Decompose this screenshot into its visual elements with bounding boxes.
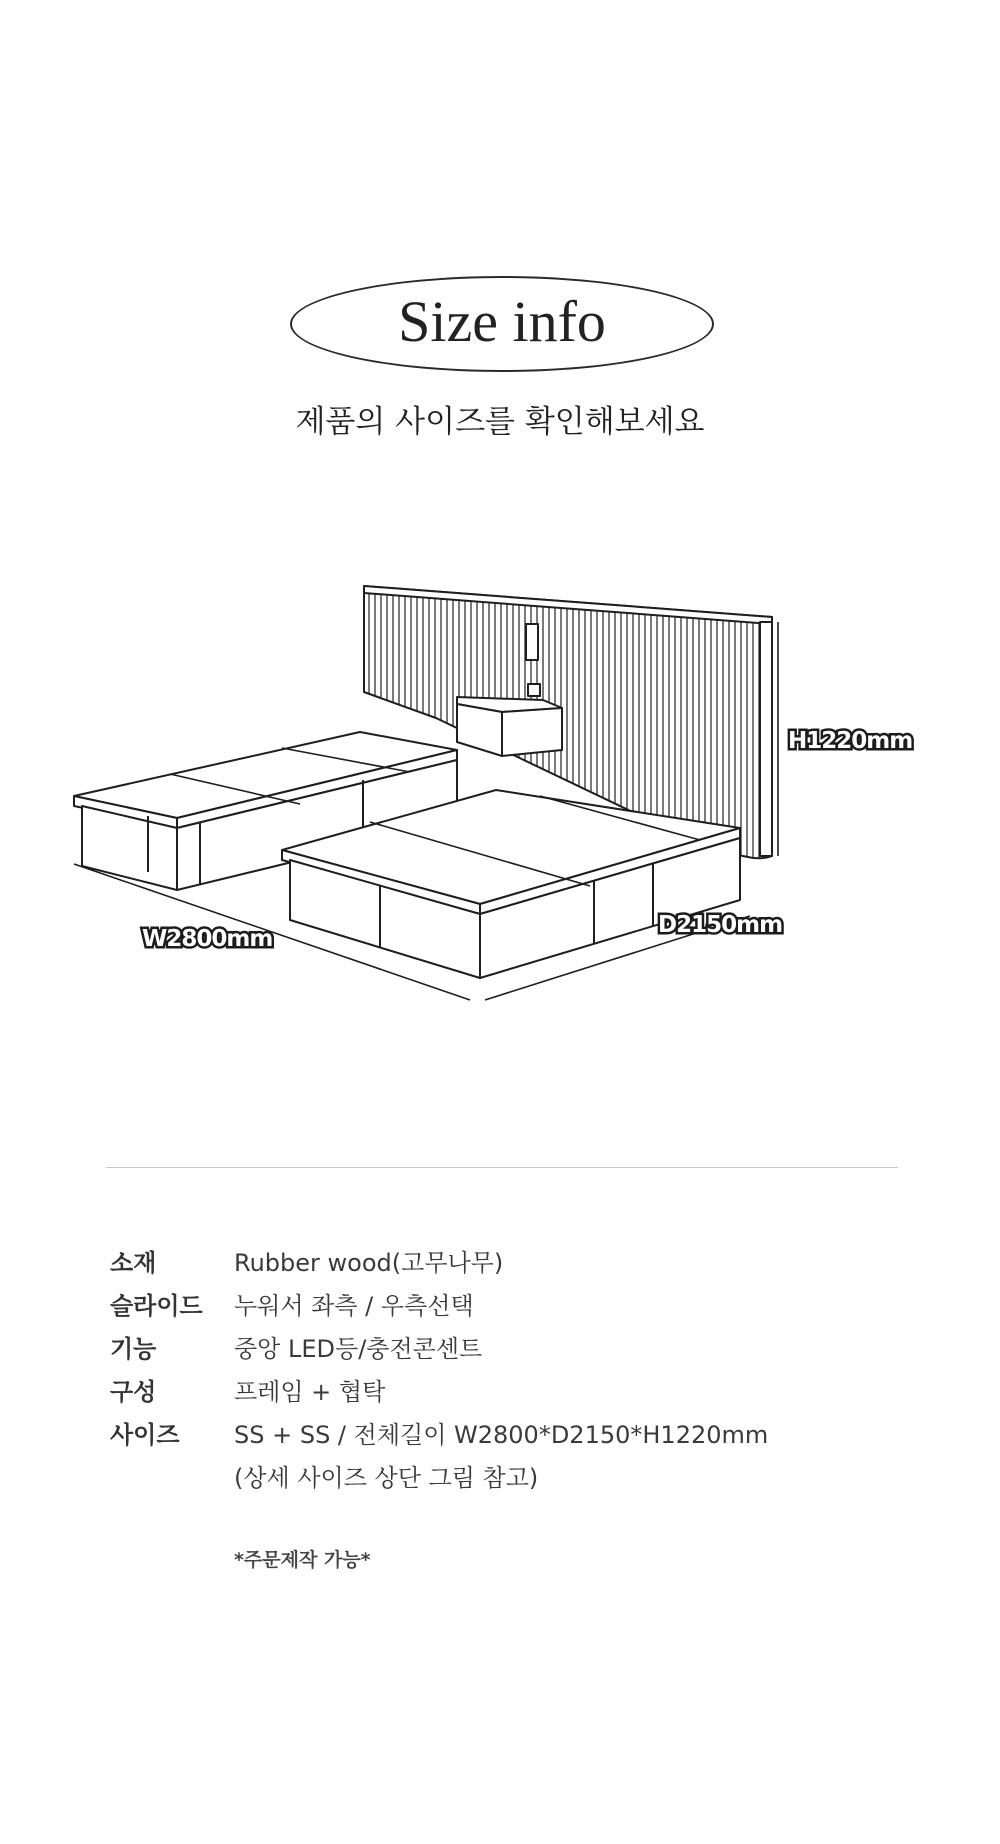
page-title: Size info (398, 289, 606, 354)
spec-row-size (110, 1414, 930, 1500)
spec-row-composition (110, 1371, 930, 1414)
spec-label: 사이즈 (110, 1421, 180, 1449)
width-label: W2800mm (142, 926, 273, 952)
spec-value-detail: (상세 사이즈 상단 그림 참고) (234, 1464, 539, 1492)
spec-label: 구성 (110, 1378, 157, 1406)
size-info-badge (290, 276, 714, 372)
custom-order-note: *주문제작 가능* (234, 1549, 371, 1571)
spec-label: 슬라이드 (110, 1292, 203, 1320)
spec-value: 프레임 + 협탁 (234, 1378, 386, 1406)
spec-value: Rubber wood(고무나무) (234, 1249, 504, 1277)
spec-value: SS + SS / 전체길이 W2800*D2150*H1220mm (234, 1421, 769, 1449)
height-label: H1220mm (788, 728, 913, 754)
section-divider (106, 1167, 898, 1168)
spec-label: 소재 (110, 1249, 157, 1277)
spec-value: 누워서 좌측 / 우측선택 (234, 1292, 474, 1320)
bed-size-diagram (60, 560, 940, 1020)
spec-row-function (110, 1328, 930, 1371)
spec-row-slide (110, 1285, 930, 1328)
page-subtitle: 제품의 사이즈를 확인해보세요 (295, 404, 705, 440)
spec-label: 기능 (110, 1335, 157, 1363)
spec-value-group (234, 1414, 930, 1500)
spec-table (110, 1242, 930, 1500)
depth-label: D2150mm (658, 912, 783, 938)
spec-row-material (110, 1242, 930, 1285)
spec-value: 중앙 LED등/충전콘센트 (234, 1335, 483, 1363)
